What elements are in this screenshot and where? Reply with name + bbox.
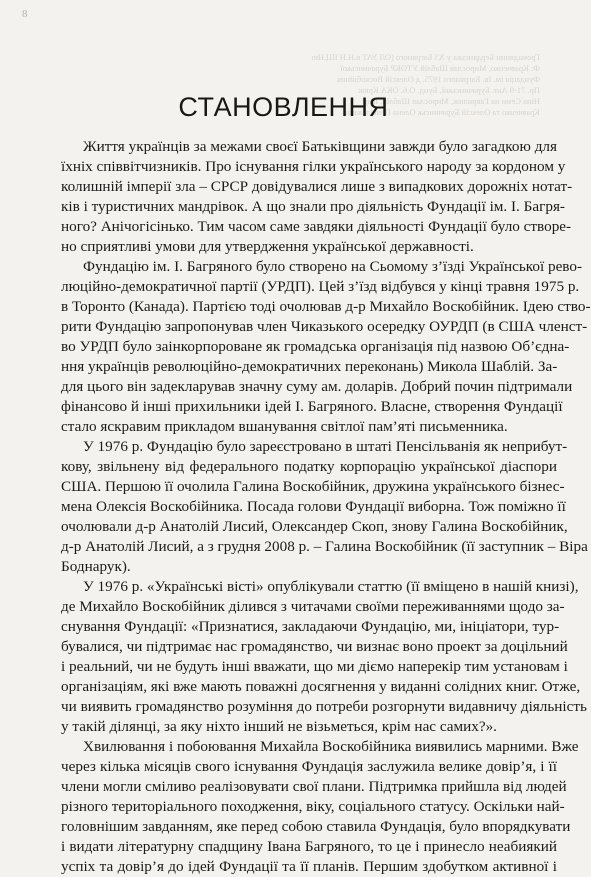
text-line: Фундацію ім. І. Багряного було створено на Сьомому з’їзді Української рево- [83, 258, 583, 275]
text-line: і видати літературну спадщину Івана Багряного, то це і принесло неабиякий [61, 838, 557, 855]
text-line: бувалися, чи підтримає нас громадянство, чи визнає воно проект за доцільний [61, 638, 568, 655]
text-line: снування Фундації: «Признатися, закладаючи Фундацію, ми, ініціатори, тур- [61, 618, 560, 635]
text-line: колишній імперії зла – СРСР довідувалися лише з випадкових дорожніх нотат- [61, 178, 573, 195]
paragraph-1 [61, 137, 573, 257]
text-line: Хвилювання і побоювання Михайла Воскобійника виявились марними. Вже [83, 738, 579, 755]
text-line: рити Фундацію запропонував член Чиказького осередку ОУРДП (в США членст- [61, 318, 588, 335]
text-line: во УРДП було заінкорпороване як громадська організація під назвою Об’єдна- [61, 338, 570, 355]
text-line: ння українців революційно-демократичних переконань) Микола Шаблій. За- [61, 358, 558, 375]
chapter-body [61, 137, 591, 877]
text-line: в Торонто (Канада). Партією тоді очолював д-р Михайло Воскобійник. Ідею ство- [61, 298, 591, 315]
text-line: члени могли сміливо реалізовувати свої плани. Підтримка прийшла від людей [61, 778, 567, 795]
text-line: чи виявить громадянство розуміння до потреби розгорнути видавничу діяльність [61, 698, 587, 715]
text-line: де Михайло Воскобійник ділився з читачами своїми переживаннями щодо за- [61, 598, 565, 615]
bleed-line: Фундація ім. Ів. Багряного 1975. д Олексій Воскобійник [336, 74, 540, 84]
text-line: У 1976 р. «Українські вісті» опублікували статтю (її вміщено в нашій книзі), [83, 578, 579, 595]
text-line: успіх та довір’я до ідей Фундації та її планів. Першим здобутком активної і [61, 858, 557, 875]
text-line: і реальний, чи не будуть інші вважати, що ми діємо наперекір тим установам і [61, 658, 568, 675]
bleed-line: Ніна Семи на Гаврилюк, Мирослав Шаблій, Ігор [363, 96, 540, 106]
text-line: головнішим завданням, яке перед собою ставила Фундація, було впорядкувати [61, 818, 571, 835]
text-line: фінансово й інші прихильники ідей І. Багряного. Власне, створення Фундації [61, 398, 563, 415]
text-line: ків і туристичних мандрівок. А що знали про діяльність Фундації ім. І. Багря- [61, 198, 565, 215]
text-line: У 1976 р. Фундацію було зареєстровано в штаті Пенсільванія як неприбут- [83, 438, 568, 455]
text-line: но сприятливі умови для утвердження української державності. [61, 238, 474, 255]
text-line: стало яскравим прикладом вшанування світлої пам’яті письменника. [61, 418, 508, 435]
bleed-line: Громадянин Бердянська у Х'ї Багряного (ОЛ УАТ в.Н.Н ІЩ.Ню [311, 52, 540, 62]
text-line: через кілька місяців свого існування Фундація заслужила велике довір’я, і її [61, 758, 557, 775]
paragraph-4 [61, 577, 587, 737]
bleed-line: Ф: Кравченко, Мирослав Шаблій УТОКР Бурачинської [340, 63, 540, 73]
text-line: Життя українців за межами своєї Батьківщини завжди було загадкою для [83, 138, 557, 155]
text-line: їхніх співвітчизників. Про існування гілки українського народу за кордоном у [61, 158, 566, 175]
bleed-line: Кравченко та Олексій Бурачинськ Олена Пенсільванія [343, 107, 540, 117]
paragraph-2 [61, 257, 591, 437]
text-line: мена Олексія Воскобійника. Посада голови Фундації виборна. Тож поміжно її [61, 498, 566, 515]
text-line: у такій ділянці, за яку ніхто інший не візьметься, крім нас самих?». [61, 718, 497, 735]
bleed-line: Пр. 71-9 Ант. Бурачинської, Бунд. О.6. ОКА Крюк [358, 85, 540, 95]
text-line: люційно-демократичної партії (УРДП). Цей з’їзд відбувся у кінці травня 1975 р. [61, 278, 580, 295]
text-line: Боднарук). [61, 558, 131, 575]
text-line: ного? Анічогісінько. Тим часом саме завдяки діяльності Фундації було створе- [61, 218, 572, 235]
text-line: для цього він задекларував значну суму ам. доларів. Добрий почин підтримали [61, 378, 573, 395]
text-line: різного територіального походження, віку, соціального статусу. Оскільки най- [61, 798, 565, 815]
paragraph-3 [61, 437, 588, 577]
text-line: організаціям, які вже мають поважні досягнення у виданні солідних книг. Отже, [61, 678, 581, 695]
paragraph-5 [61, 737, 579, 877]
chapter-title: СТАНОВЛЕННЯ [178, 92, 389, 122]
text-line: США. Першою її очолила Галина Воскобійник, дружина українського бізнес- [61, 478, 565, 495]
page-number: 8 [22, 8, 28, 20]
text-line: очолювали д-р Анатолій Лисий, Олександер Скоп, знову Галина Воскобійник, [61, 518, 568, 535]
text-line: кову, звільнену від федерального податку корпорацію української діаспори [61, 458, 557, 475]
text-line: д-р Анатолій Лисий, а з грудня 2008 р. – Галина Воскобійник (її заступник – Віра [61, 538, 588, 555]
